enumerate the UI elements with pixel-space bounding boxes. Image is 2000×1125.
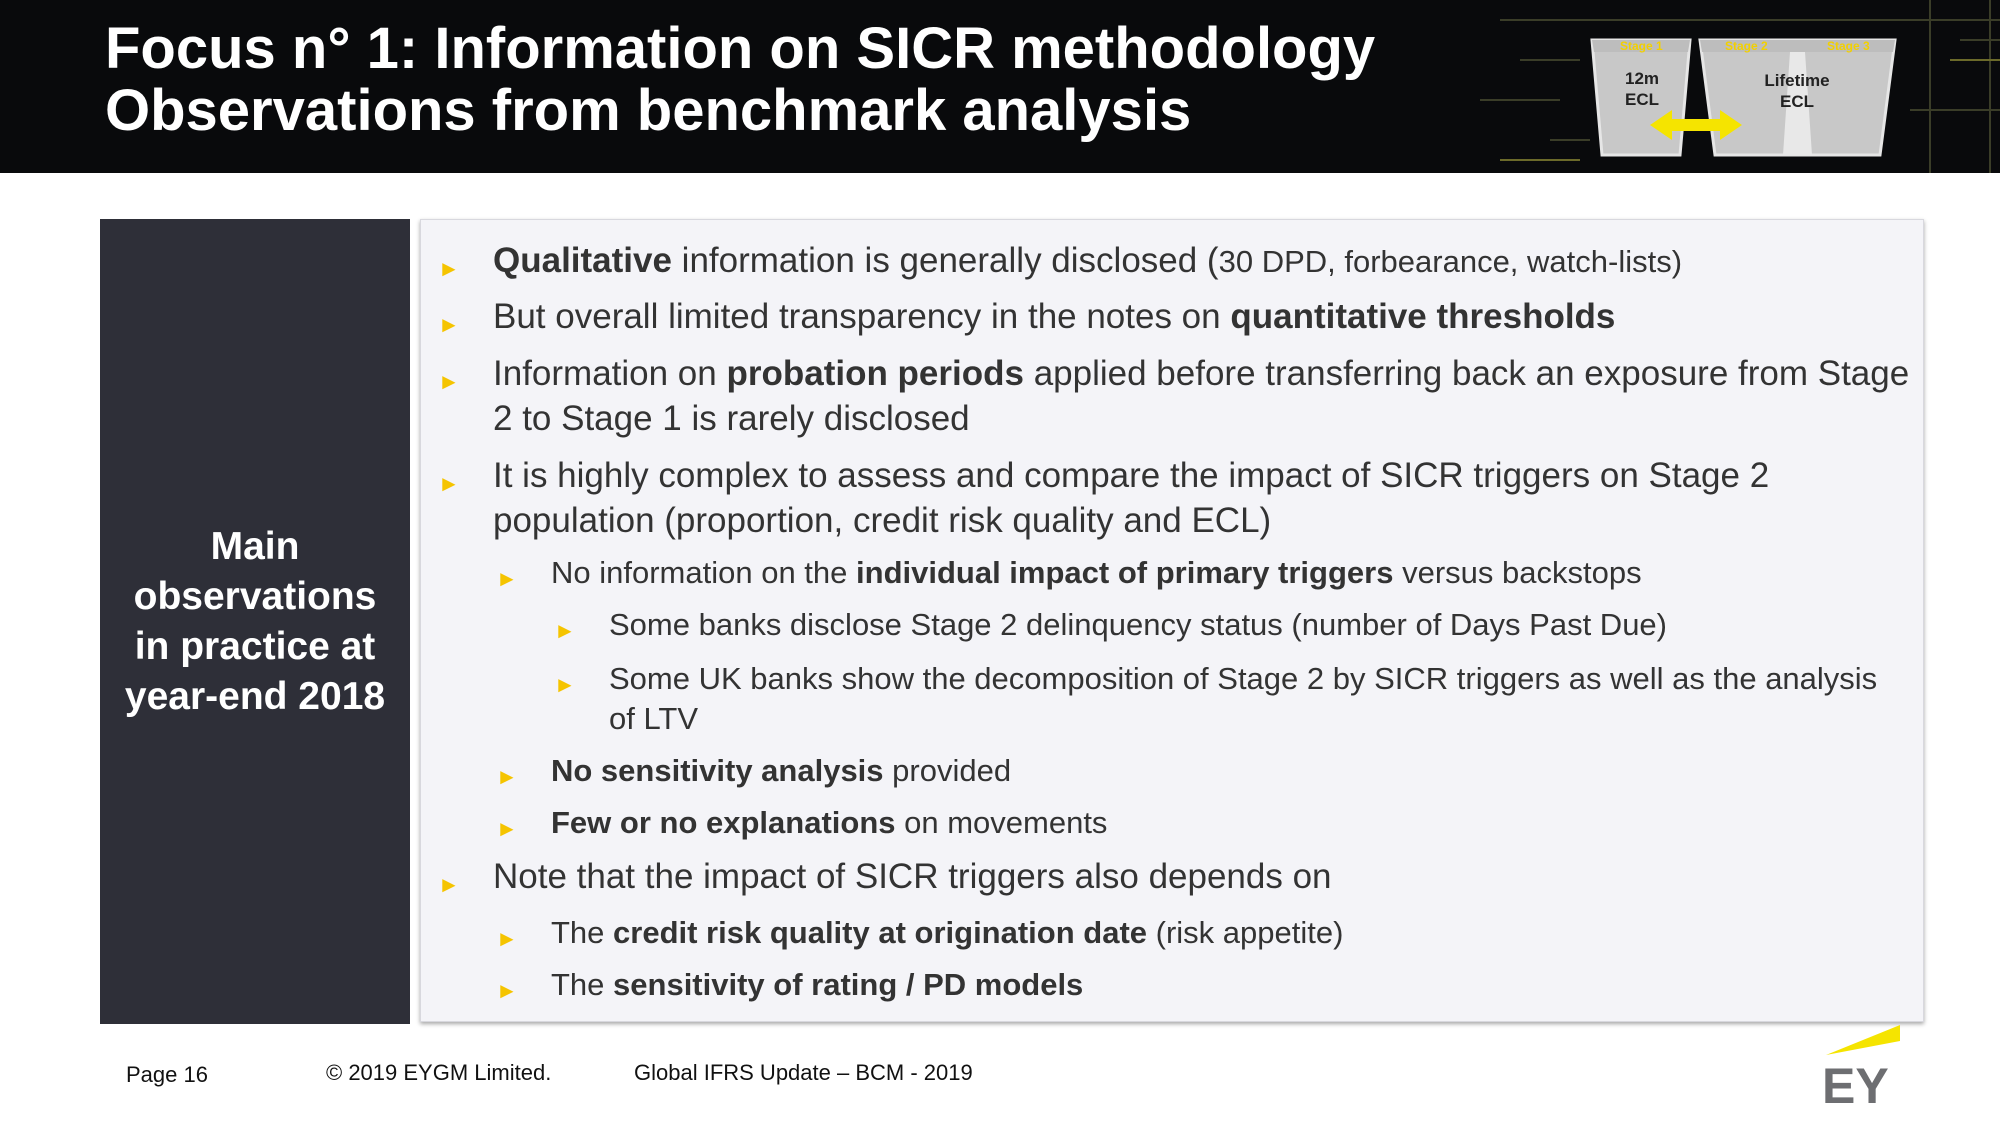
bullet-arrow-icon: ► [554, 618, 576, 643]
stage3-top-label: Stage 3 [1827, 39, 1870, 53]
ey-logo-text: EY [1822, 1058, 1889, 1108]
stage2-top-label: Stage 2 [1725, 39, 1768, 53]
bullet-3-text-1: Information on [493, 354, 727, 393]
bullet-4b-bold: No sensitivity analysis [551, 753, 884, 788]
bullet-3-bold: probation periods [726, 354, 1024, 393]
bullet-arrow-icon: ► [496, 978, 518, 1003]
bullet-5b [496, 965, 1911, 1005]
bullet-4 [438, 453, 1913, 543]
bullet-4c-text: on movements [895, 805, 1108, 840]
bullet-4c-bold: Few or no explanations [551, 805, 896, 840]
bullet-1 [438, 238, 1913, 284]
stage-buckets-graphic [1590, 30, 1900, 165]
bullet-4a-bold: individual impact of primary triggers [856, 555, 1394, 590]
bullet-arrow-icon: ► [496, 764, 518, 789]
content-card [420, 219, 1924, 1022]
bullet-4c [496, 803, 1911, 843]
bullet-4a2 [554, 659, 1909, 739]
bullet-5-text: Note that the impact of SICR triggers also depends on [493, 857, 1332, 896]
bullet-4a-text-2: versus backstops [1393, 555, 1642, 590]
bullet-3 [438, 351, 1913, 441]
bullet-2-text: But overall limited transparency in the notes on [493, 297, 1231, 336]
bullet-arrow-icon: ► [438, 872, 460, 897]
left-bucket-label-1: 12m [1624, 69, 1660, 88]
right-bucket-label-1: Lifetime [1764, 71, 1830, 90]
bullet-5a-bold: credit risk quality at origination date [613, 915, 1148, 950]
bullet-5a-text-1: The [551, 915, 614, 950]
bullet-4b [496, 751, 1911, 791]
bullet-arrow-icon: ► [438, 312, 460, 337]
side-panel [100, 219, 410, 1024]
left-bucket-label-2: ECL [1625, 90, 1659, 109]
bullet-2-bold: quantitative thresholds [1230, 297, 1616, 336]
page-title [105, 18, 1375, 142]
bullet-arrow-icon: ► [554, 672, 576, 697]
bullet-2 [438, 294, 1913, 339]
bullet-5b-bold: sensitivity of rating / PD models [613, 967, 1084, 1002]
title-line-2: Observations from benchmark analysis [105, 78, 1192, 143]
event-name: Global IFRS Update – BCM - 2019 [634, 1060, 973, 1085]
bullet-4a2-text: Some UK banks show the decomposition of Stage 2 by SICR triggers as well as the analysis of LTV [609, 661, 1878, 736]
bullet-1-small: 30 DPD, forbearance, watch-lists) [1218, 244, 1683, 279]
bullet-4b-text: provided [883, 753, 1012, 788]
bullet-4a [496, 553, 1911, 593]
bullet-1-text: information is generally disclosed ( [671, 241, 1219, 280]
bullet-5b-text-1: The [551, 967, 614, 1002]
bullet-arrow-icon: ► [496, 926, 518, 951]
bullet-4a-text-1: No information on the [551, 555, 857, 590]
bullet-5 [438, 854, 1913, 899]
bullet-arrow-icon: ► [438, 256, 460, 281]
ey-logo [1818, 1023, 1903, 1108]
bullet-arrow-icon: ► [438, 471, 460, 496]
side-panel-heading: Main observations in practice at year-end 2018 [124, 524, 386, 718]
title-line-1: Focus n° 1: Information on SICR methodology [105, 16, 1376, 81]
bullet-4-text: It is highly complex to assess and compare the impact of SICR triggers on Stage 2 population (proportion, credit risk quality and ECL) [493, 456, 1770, 540]
stage1-top-label: Stage 1 [1620, 39, 1663, 53]
bullet-3-text-2: applied before transferring back an exposure from Stage 2 to Stage 1 is rarely disclosed [493, 354, 1910, 438]
bullet-5a-text-2: (risk appetite) [1147, 915, 1344, 950]
bullet-5a [496, 913, 1911, 953]
bullet-arrow-icon: ► [496, 816, 518, 841]
bullet-arrow-icon: ► [496, 566, 518, 591]
bullet-arrow-icon: ► [438, 369, 460, 394]
bullet-4a1-text: Some banks disclose Stage 2 delinquency status (number of Days Past Due) [609, 607, 1667, 642]
page-number: Page 16 [126, 1062, 208, 1087]
copyright: © 2019 EYGM Limited. [326, 1060, 552, 1085]
header-band [0, 0, 2000, 173]
right-bucket-label-2: ECL [1780, 92, 1814, 111]
bullet-4a1 [554, 605, 1909, 645]
bullet-1-bold: Qualitative [493, 241, 672, 280]
